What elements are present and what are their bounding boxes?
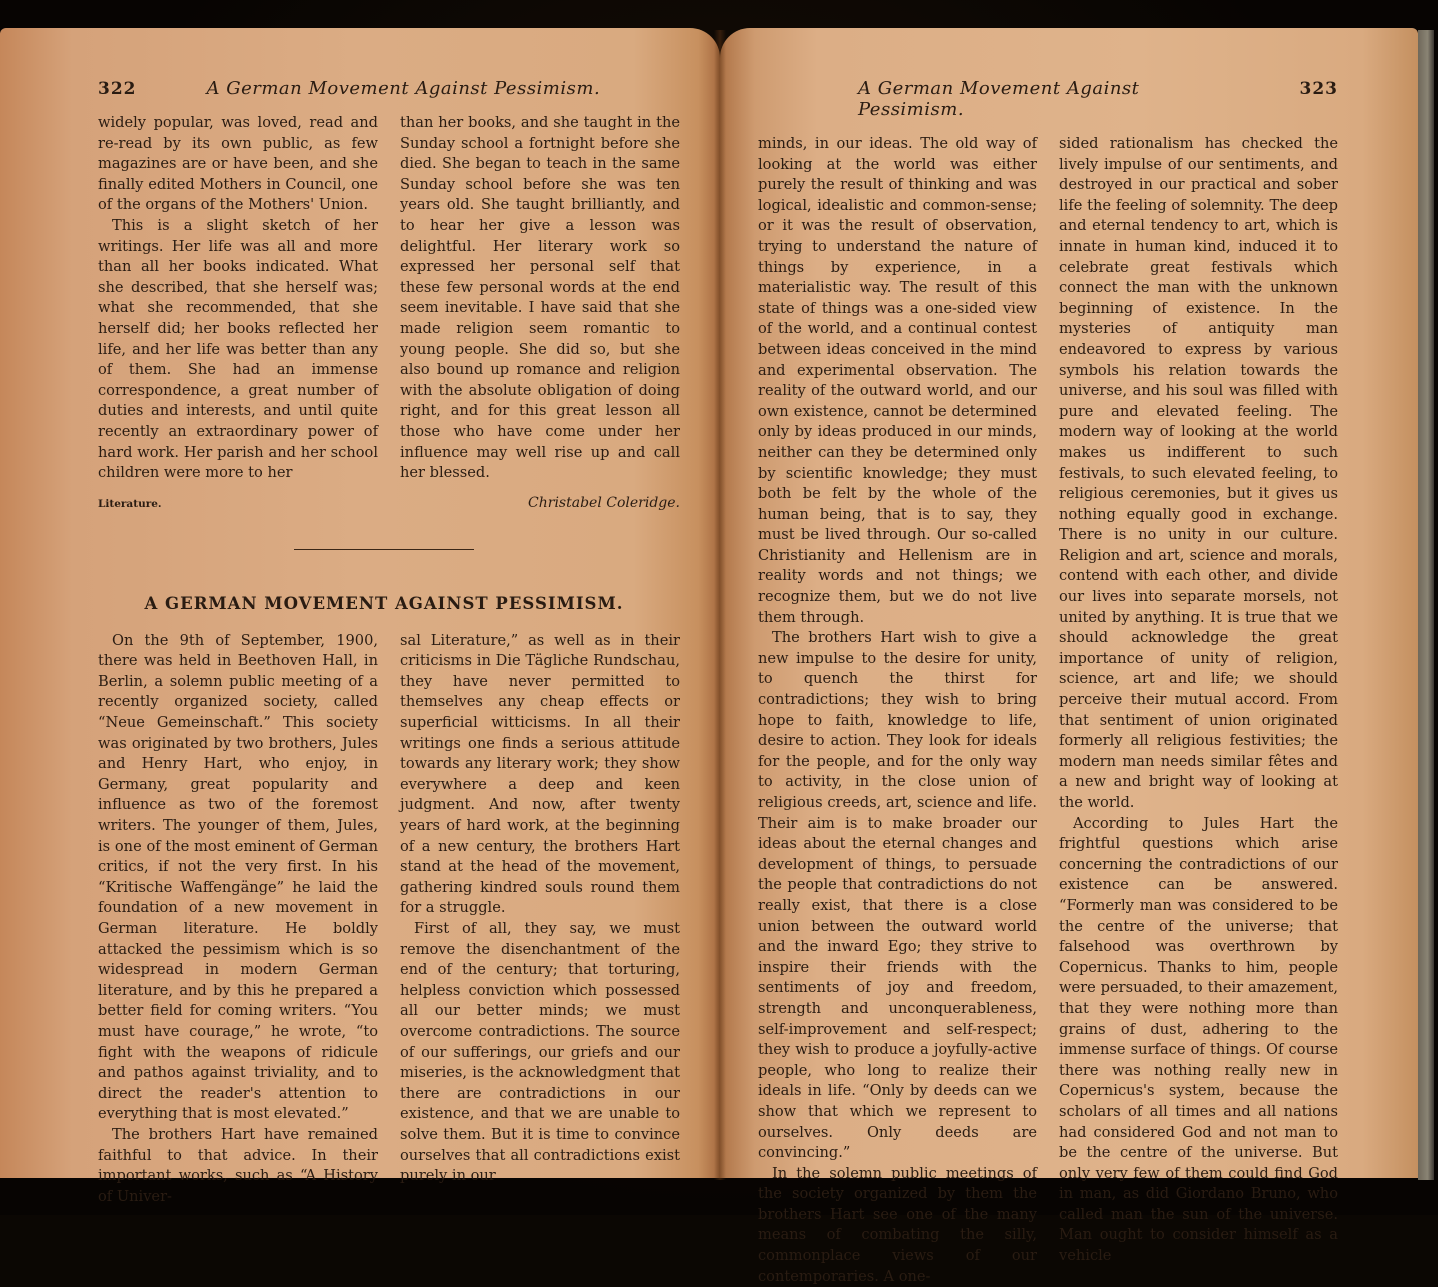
right-page <box>720 28 1418 1285</box>
book-spine-gutter <box>714 30 726 1180</box>
paragraph: sal Literature,” as well as in their criticisms in Die Tägliche Rundschau, they have never permitted to themselves any cheap effects or superficial witticisms. In all their writings one finds a serious attitude towards any literary work; they show everywhere a deep and keen judgment. And now, after twenty years of hard work, at the beginning of a new century, the brothers Hart stand at the head of the movement, gathering kindred souls round them for a struggle. <box>400 631 680 917</box>
page-number: 323 <box>1299 79 1338 99</box>
paragraph: On the 9th of September, 1900, there was held in Beethoven Hall, in Berlin, a solemn public meeting of a recently organized society, called “Neue Gemeinschaft.” This society was originated by two brothers, Jules and Henry Hart, who enjoy, in Germany, great popularity and influence as two of the foremost writers. The younger of them, Jules, is one of the most eminent of German critics, if not the very first. In his “Kritische Waffengänge” he laid the foundation of a new movement in German literature. He boldly attacked the pessimism which is so widespread in modern German literature, and by this he prepared a better field for coming writers. “You must have courage,” he wrote, “to fight with the weapons of ridicule and pathos against triviality, and to direct the reader's attention to everything that is most elevated.” <box>98 631 378 1123</box>
column-right <box>1059 134 1338 1287</box>
article-columns <box>758 134 1338 1287</box>
paragraph: The brothers Hart wish to give a new impulse to the desire for unity, to quench the thirst for contradictions; they wish to bring hope to faith, knowledge to life, desire to action. They look for ideals for the people, and for the only way to activity, in the close union of religious creeds, art, science and life. Their aim is to make broader our ideas about the eternal changes and development of things, to persuade the people that contradictions do not really exist, that there is a close union between the outward world and the inward Ego; they strive to inspire their friends with the sentiments of joy and freedom, strength and unconquerableness, self-improvement and self-respect; they wish to produce a joyfully-active people, who long to realize their ideals in life. “Only by deeds can we show that which we represent to ourselves. Only deeds are convincing.” <box>758 629 1037 1162</box>
page-number: 322 <box>98 79 137 99</box>
source-label: Literature. <box>98 497 162 510</box>
paragraph: According to Jules Hart the frightful questions which arise concerning the contradictions of our existence can be answered. “Formerly man was considered to be the centre of the universe; that falsehood was overthrown by Copernicus. Thanks to him, people were persuaded, to their amazement, that they were nothing more than grains of dust, adhering to the immense surface of things. Of course there was nothing really new in Copernicus's system, because the scholars of all times and all nations had considered God and not man to be the centre of the universe. But only very few of them could find God in man, as did Giordano Bruno, who called man the sun of the universe. Man ought to consider himself as a vehicle <box>1059 814 1338 1265</box>
previous-article-columns <box>98 113 680 484</box>
paragraph: sided rationalism has checked the lively impulse of our sentiments, and destroyed in our practical and sober life the feeling of solemnity. The deep and eternal tendency to art, which is innate in human kind, induced it to celebrate great festivals which connect the man with the unknown beginning of existence. In the mysteries of antiquity man endeavored to express by various symbols his relation towards the universe, and his soul was filled with pure and elevated feeling. The modern way of looking at the world makes us indifferent to such festivals, to such elevated feeling, to religious ceremonies, but it gives us nothing equally good in exchange. There is no unity in our culture. Religion and art, science and morals, contend with each other, and divide our lives into separate morsels, not united by anything. It is true that we should acknowledge the great importance of unity of religion, science, art and life; we should perceive their mutual accord. From that sentiment of union originated formerly all religious festivities; the modern man needs similar fêtes and a new and bright way of looking at the world. <box>1059 135 1338 811</box>
left-page-header <box>98 78 680 99</box>
paragraph: This is a slight sketch of her writings. Her life was all and more than all her books indicated. What she described, that she herself was; what she recommended, that she herself did; her books reflected her life, and her life was better than any of them. She had an immense correspondence, a great number of duties and interests, and until quite recently an extraordinary power of hard work. Her parish and her school children were more to her <box>98 216 378 482</box>
article-columns <box>98 631 680 1208</box>
column-right <box>400 631 680 1208</box>
article-title: A GERMAN MOVEMENT AGAINST PESSIMISM. <box>144 593 624 613</box>
paragraph: widely popular, was loved, read and re-read by its own public, as few magazines are or have been, and she finally edited Mothers in Council, one of the organs of the Mothers' Union. <box>98 114 378 214</box>
paragraph: In the solemn public meetings of the society organized by them the brothers Hart see one of the many means of combating the silly, commonplace views of our contemporaries. A one- <box>758 1164 1037 1285</box>
running-head: A German Movement Against Pessimism. <box>858 78 1140 120</box>
right-page-header <box>758 78 1338 120</box>
running-head: A German Movement Against Pessimism. <box>206 78 601 99</box>
left-page <box>0 28 720 1205</box>
paragraph: The brothers Hart have remained faithful to that advice. In their important works, such as “A History of Univer- <box>98 1125 378 1205</box>
column-right <box>400 113 680 484</box>
column-left <box>98 631 378 1208</box>
paragraph: minds, in our ideas. The old way of looking at the world was either purely the result of thinking and was logical, idealistic and common-sense; or it was the result of observation, trying to understand the nature of things by experience, in a materialistic way. The result of this state of things was a one-sided view of the world, and a continual contest between ideas conceived in the mind and experimental observation. The reality of the outward world, and our own existence, cannot be determined only by ideas produced in our minds, neither can they be determined only by scientific knowledge; they must both be felt by the whole of the human being, that is to say, they must be lived through. Our so-called Christianity and Hellenism are in reality words and not things; we recognize them, but we do not live them through. <box>758 135 1037 626</box>
section-divider <box>294 549 474 550</box>
article-footer <box>98 488 680 511</box>
page-block-edge <box>1418 30 1434 1180</box>
paragraph: First of all, they say, we must remove the disenchantment of the end of the century; that torturing, helpless conviction which possessed all our better minds; we must overcome contradictions. The source of our sufferings, our griefs and our miseries, is the acknowledgment that there are contradictions in our existence, and that we are unable to solve them. But it is time to convince ourselves that all contradictions exist purely in our <box>400 920 680 1185</box>
paragraph: than her books, and she taught in the Sunday school a fortnight before she died. She began to teach in the same Sunday school before she was ten years old. She taught brilliantly, and to hear her give a lesson was delightful. Her literary work so expressed her personal self that these few personal words at the end seem inevitable. I have said that she made religion seem romantic to young people. She did so, but she also bound up romance and religion with the absolute obligation of doing right, and for this great lesson all those who have come under her influence may well rise up and call her blessed. <box>400 114 680 482</box>
column-left <box>98 113 378 484</box>
author-signature: Christabel Coleridge. <box>528 494 680 511</box>
column-left <box>758 134 1037 1287</box>
